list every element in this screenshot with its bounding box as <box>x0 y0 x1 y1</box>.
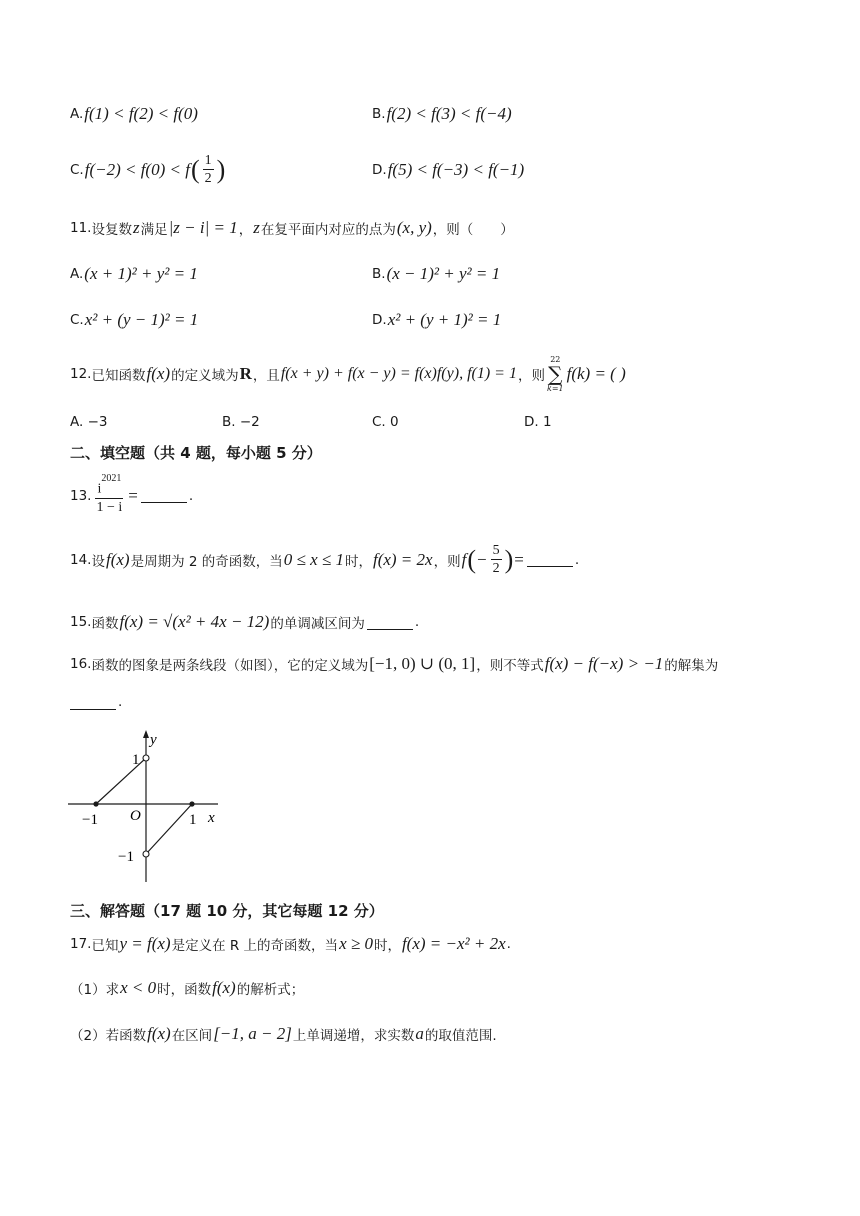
fraction: $\frac{5}{2}$ <box>492 543 500 576</box>
answer-blank[interactable] <box>70 695 116 710</box>
question-17-part-1: （1）求 x < 0 时，函数 f(x) 的解析式； <box>70 978 305 998</box>
math-expression: f(2) < f(3) < f(−4) <box>386 104 512 123</box>
answer-blank[interactable] <box>527 552 573 567</box>
tick-label-y: 1 <box>132 752 140 768</box>
question-number: 11. <box>70 220 92 236</box>
section-heading: 三、解答题（17 题 10 分，其它每题 12 分） <box>70 902 384 920</box>
q11-option-a: A. (x + 1)² + y² = 1 <box>70 264 198 283</box>
q12-option-b: B. −2 <box>222 414 260 430</box>
open-point <box>143 755 149 761</box>
q10-option-b <box>372 104 513 124</box>
tick-label-y: −1 <box>118 849 134 865</box>
math-expression: f(5) < f(−3) < f(−1) <box>387 160 525 179</box>
answer-blank[interactable] <box>141 488 187 503</box>
question-14: 14. 设 f(x) 是周期为 2 的奇函数，当 0 ≤ x ≤ 1 时， f(x) = 2x ，则 f ( − $\frac{5}{2}$ ) = . <box>70 543 580 576</box>
x-axis-label: x <box>208 810 215 826</box>
option-label: D. <box>372 162 387 178</box>
q12-option-d: D. 1 <box>524 414 552 430</box>
y-axis-label: y <box>150 732 157 748</box>
fraction: $\frac{i^{2021}}{1 - i}$ <box>96 473 123 515</box>
q12-option-a: A. −3 <box>70 414 108 430</box>
q12-option-c: C. 0 <box>372 414 399 430</box>
question-16: 16. 函数的图象是两条线段（如图），它的定义域为 [−1, 0) ∪ (0, 1] ，则不等式 f(x) − f(−x) > −1 的解集为 <box>70 654 719 674</box>
question-13: 13. $\frac{i^{2021}}{1 - i}$ = . <box>70 473 194 515</box>
segment-right <box>146 804 192 854</box>
closed-point <box>93 801 98 806</box>
q10-option-d <box>372 160 525 180</box>
question-11: 11. 设复数 z 满足 |z − i| = 1 ， z 在复平面内对应的点为 (x, y) ，则（ ） <box>70 218 514 238</box>
question-17-part-2: （2）若函数 f(x) 在区间 [−1, a − 2] 上单调递增，求实数 a 的取值范围. <box>70 1024 497 1044</box>
q11-option-c: C. x² + (y − 1)² = 1 <box>70 310 199 329</box>
q10-option-a <box>70 104 199 124</box>
closed-point <box>189 801 194 806</box>
question-12: 12. 已知函数 f(x) 的定义域为 R ，且 f(x + y) + f(x − y) = f(x)f(y), f(1) = 1 ，则 22 ∑ k=1 f(k) = ( ) <box>70 355 626 393</box>
q10-option-c: C. f(−2) < f(0) < f ( $\frac{1}{2}$ ) <box>70 153 226 186</box>
y-axis-arrow-icon <box>143 730 149 738</box>
section-heading: 二、填空题（共 4 题，每小题 5 分） <box>70 444 322 462</box>
option-label: C. <box>70 161 84 178</box>
math-expression: f(1) < f(2) < f(0) <box>84 104 198 123</box>
option-label: B. <box>372 106 386 122</box>
tick-label-x: 1 <box>189 812 197 828</box>
answer-blank[interactable] <box>367 615 413 630</box>
question-17: 17. 已知 y = f(x) 是定义在 R 上的奇函数，当 x ≥ 0 时， f(x) = −x² + 2x . <box>70 934 511 954</box>
question-15: 15. 函数 f(x) = √(x² + 4x − 12) 的单调减区间为 . <box>70 612 420 632</box>
q11-option-b: B. (x − 1)² + y² = 1 <box>372 264 501 283</box>
q11-option-d: D. x² + (y + 1)² = 1 <box>372 310 502 329</box>
summation: 22 ∑ k=1 <box>546 355 564 393</box>
origin-label: O <box>130 808 141 824</box>
math-expression: f(−2) < f(0) < f <box>84 159 190 179</box>
open-point <box>143 851 149 857</box>
function-graph <box>62 728 232 886</box>
option-label: A. <box>70 106 84 122</box>
tick-label-x: −1 <box>82 812 98 828</box>
fraction: $\frac{1}{2}$ <box>204 153 212 186</box>
question-16-blank-line: . <box>70 694 122 710</box>
